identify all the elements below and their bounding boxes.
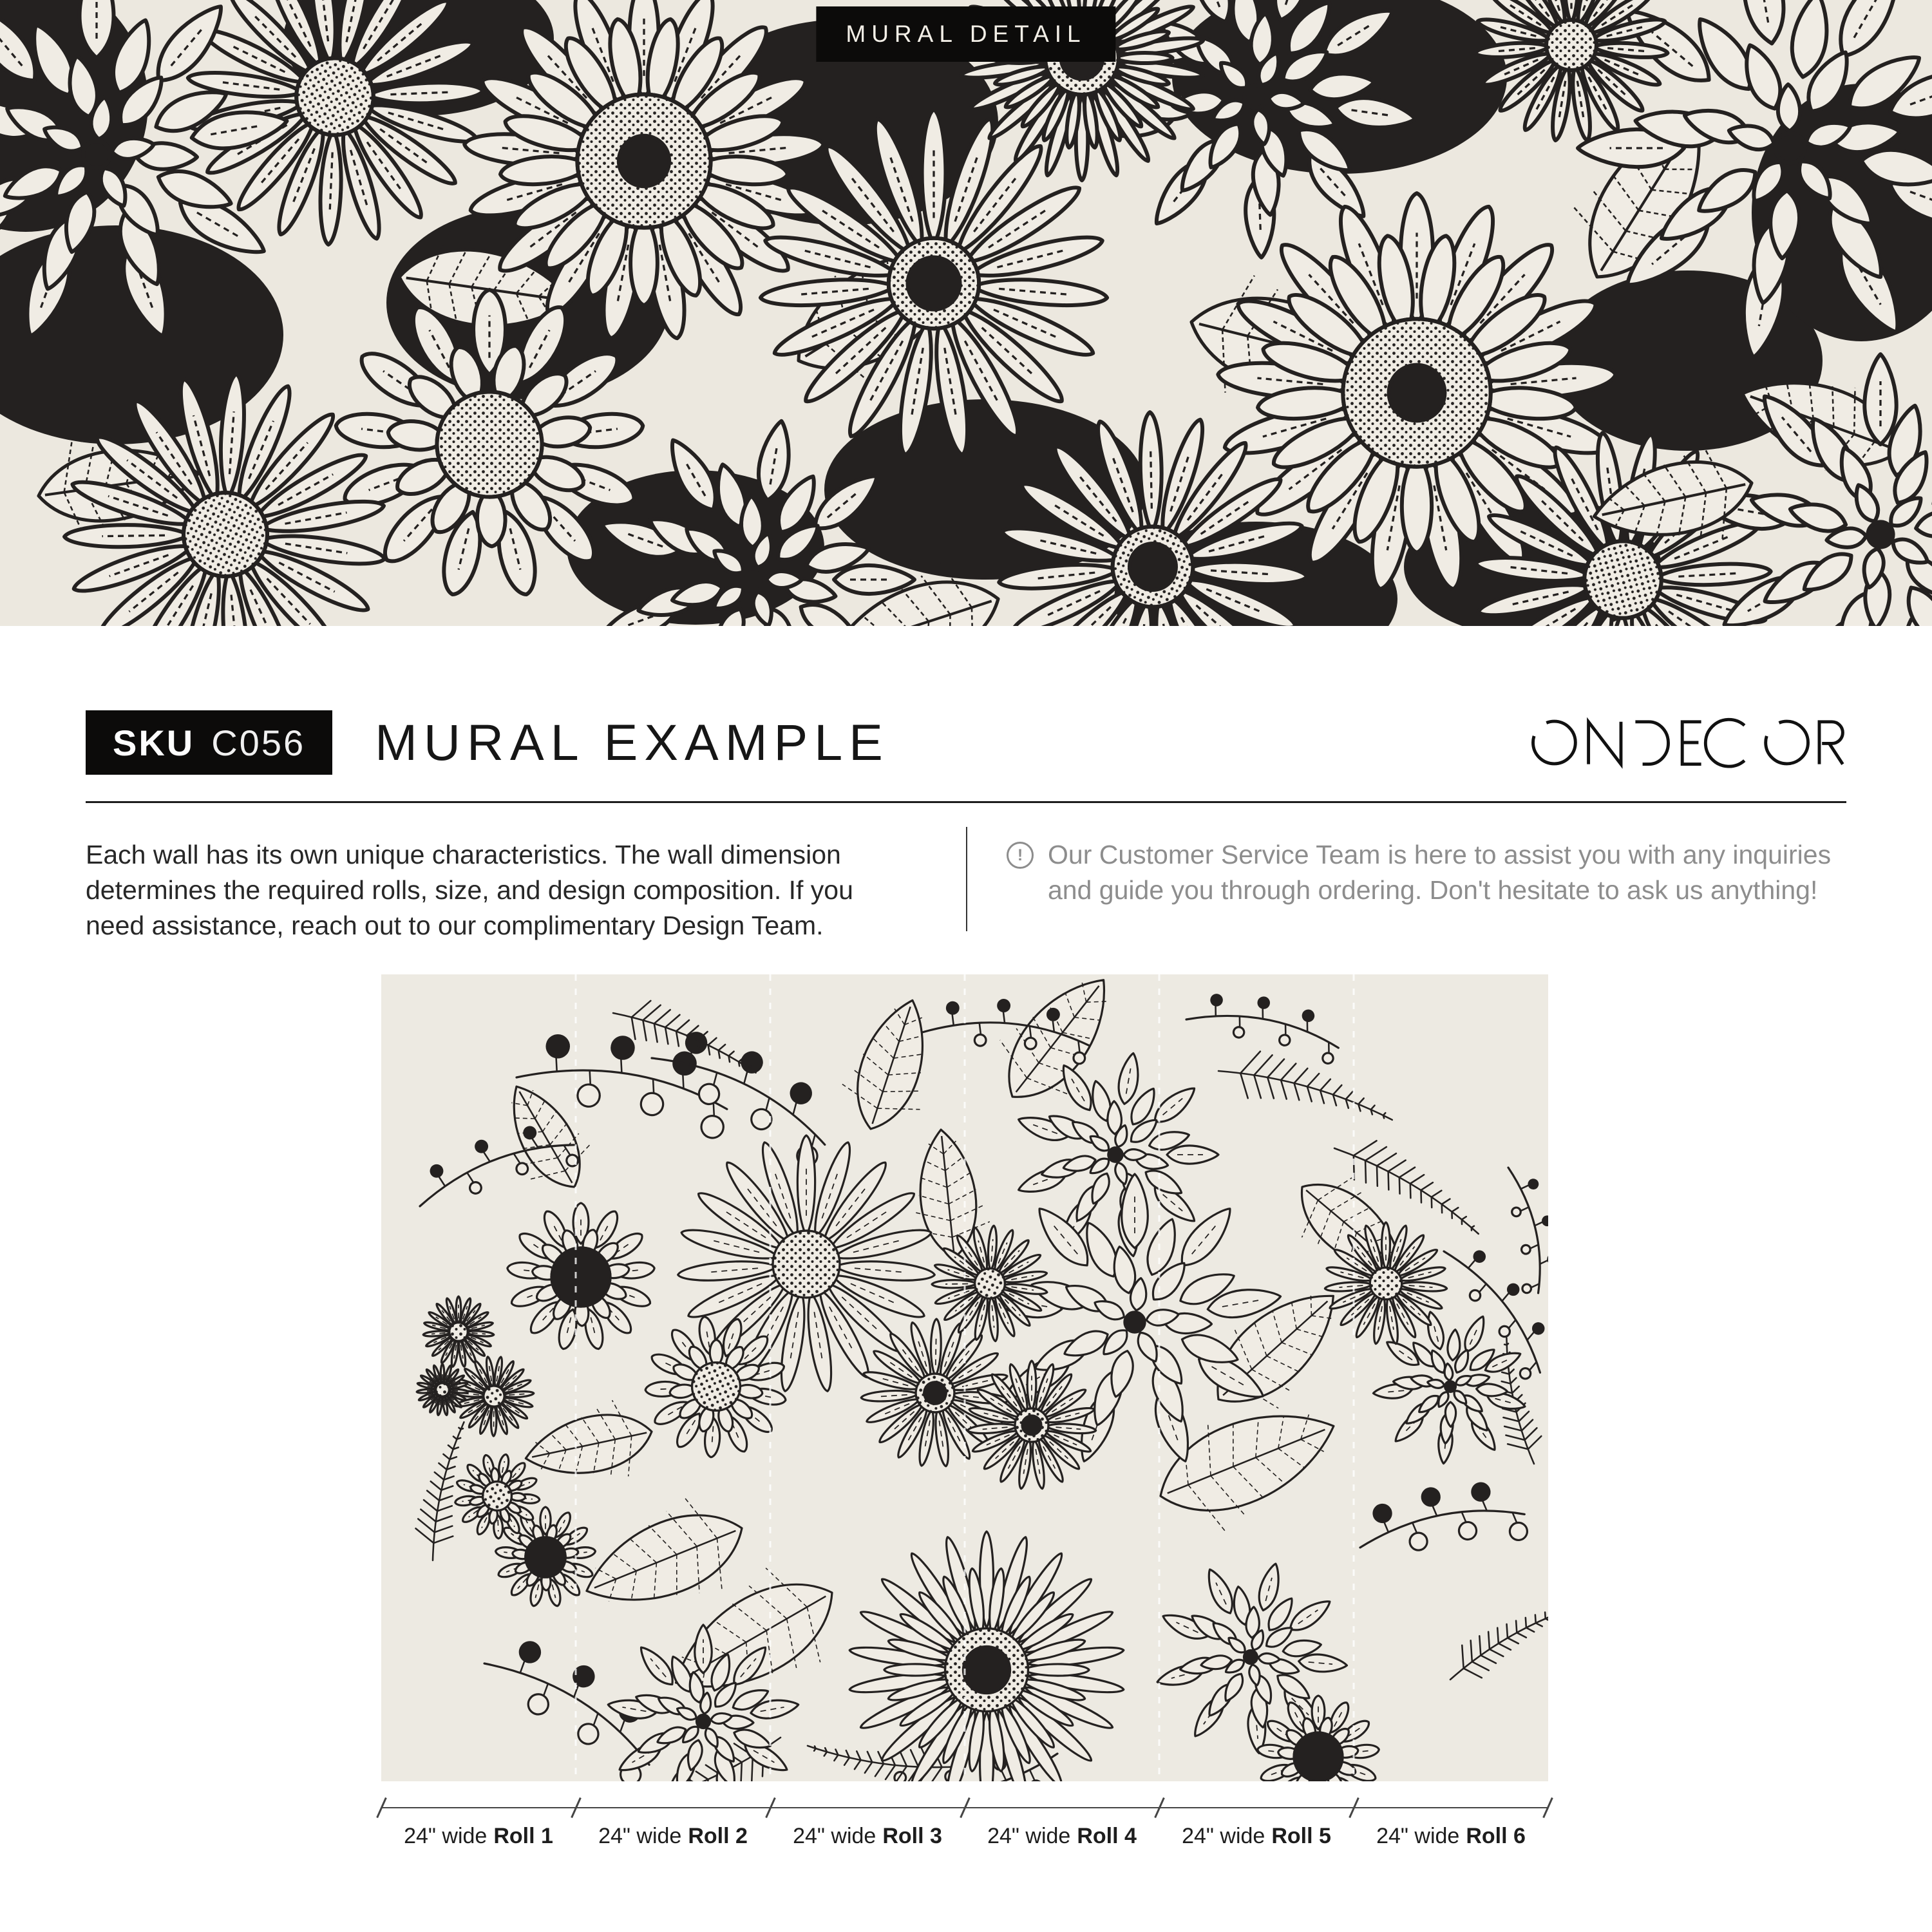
column-divider [966, 827, 967, 931]
sku-value: C056 [211, 722, 306, 763]
roll-label-3: 24" wide Roll 3 [793, 1824, 942, 1848]
measure-tick [571, 1797, 582, 1818]
roll-labels [381, 1824, 1548, 1849]
roll-label-5: 24" wide Roll 5 [1182, 1824, 1331, 1848]
header-divider-rule [86, 801, 1846, 803]
measure-tick [1349, 1797, 1359, 1818]
page-title: MURAL EXAMPLE [375, 714, 889, 771]
mural-example-artwork [381, 974, 1548, 1781]
customer-service-note [1007, 837, 1847, 908]
info-icon-glyph: ! [1017, 846, 1023, 864]
measure-tick [765, 1797, 776, 1818]
roll-label-2: 24" wide Roll 2 [598, 1824, 748, 1848]
mural-detail-banner [0, 0, 1932, 626]
info-icon [1007, 842, 1034, 869]
mural-detail-artwork [0, 0, 1932, 626]
customer-service-text: Our Customer Service Team is here to assist you with any inquiries and guide you through ordering. Don't hesitate to ask us anything! [1048, 840, 1832, 905]
measure-tick [1154, 1797, 1165, 1818]
sku-label: SKU [113, 722, 195, 763]
roll-label-1: 24" wide Roll 1 [404, 1824, 553, 1848]
header-row [86, 710, 1846, 775]
mural-example-image [381, 974, 1548, 1781]
description-text: Each wall has its own unique characteristics. The wall dimension determines the required rolls, size, and design composition. If you need assistance, reach out to our complimentary Design Team. [86, 840, 853, 940]
measure-tick [1542, 1797, 1553, 1818]
measure-tick [376, 1797, 387, 1818]
brand-logo [1531, 715, 1846, 770]
measure-tick [960, 1797, 971, 1818]
mural-detail-badge: MURAL DETAIL [816, 6, 1115, 62]
sku-box [86, 710, 332, 775]
roll-label-4: 24" wide Roll 4 [987, 1824, 1137, 1848]
ondecor-wordmark [1531, 715, 1846, 770]
roll-measure-line [381, 1807, 1548, 1808]
roll-label-6: 24" wide Roll 6 [1376, 1824, 1526, 1848]
